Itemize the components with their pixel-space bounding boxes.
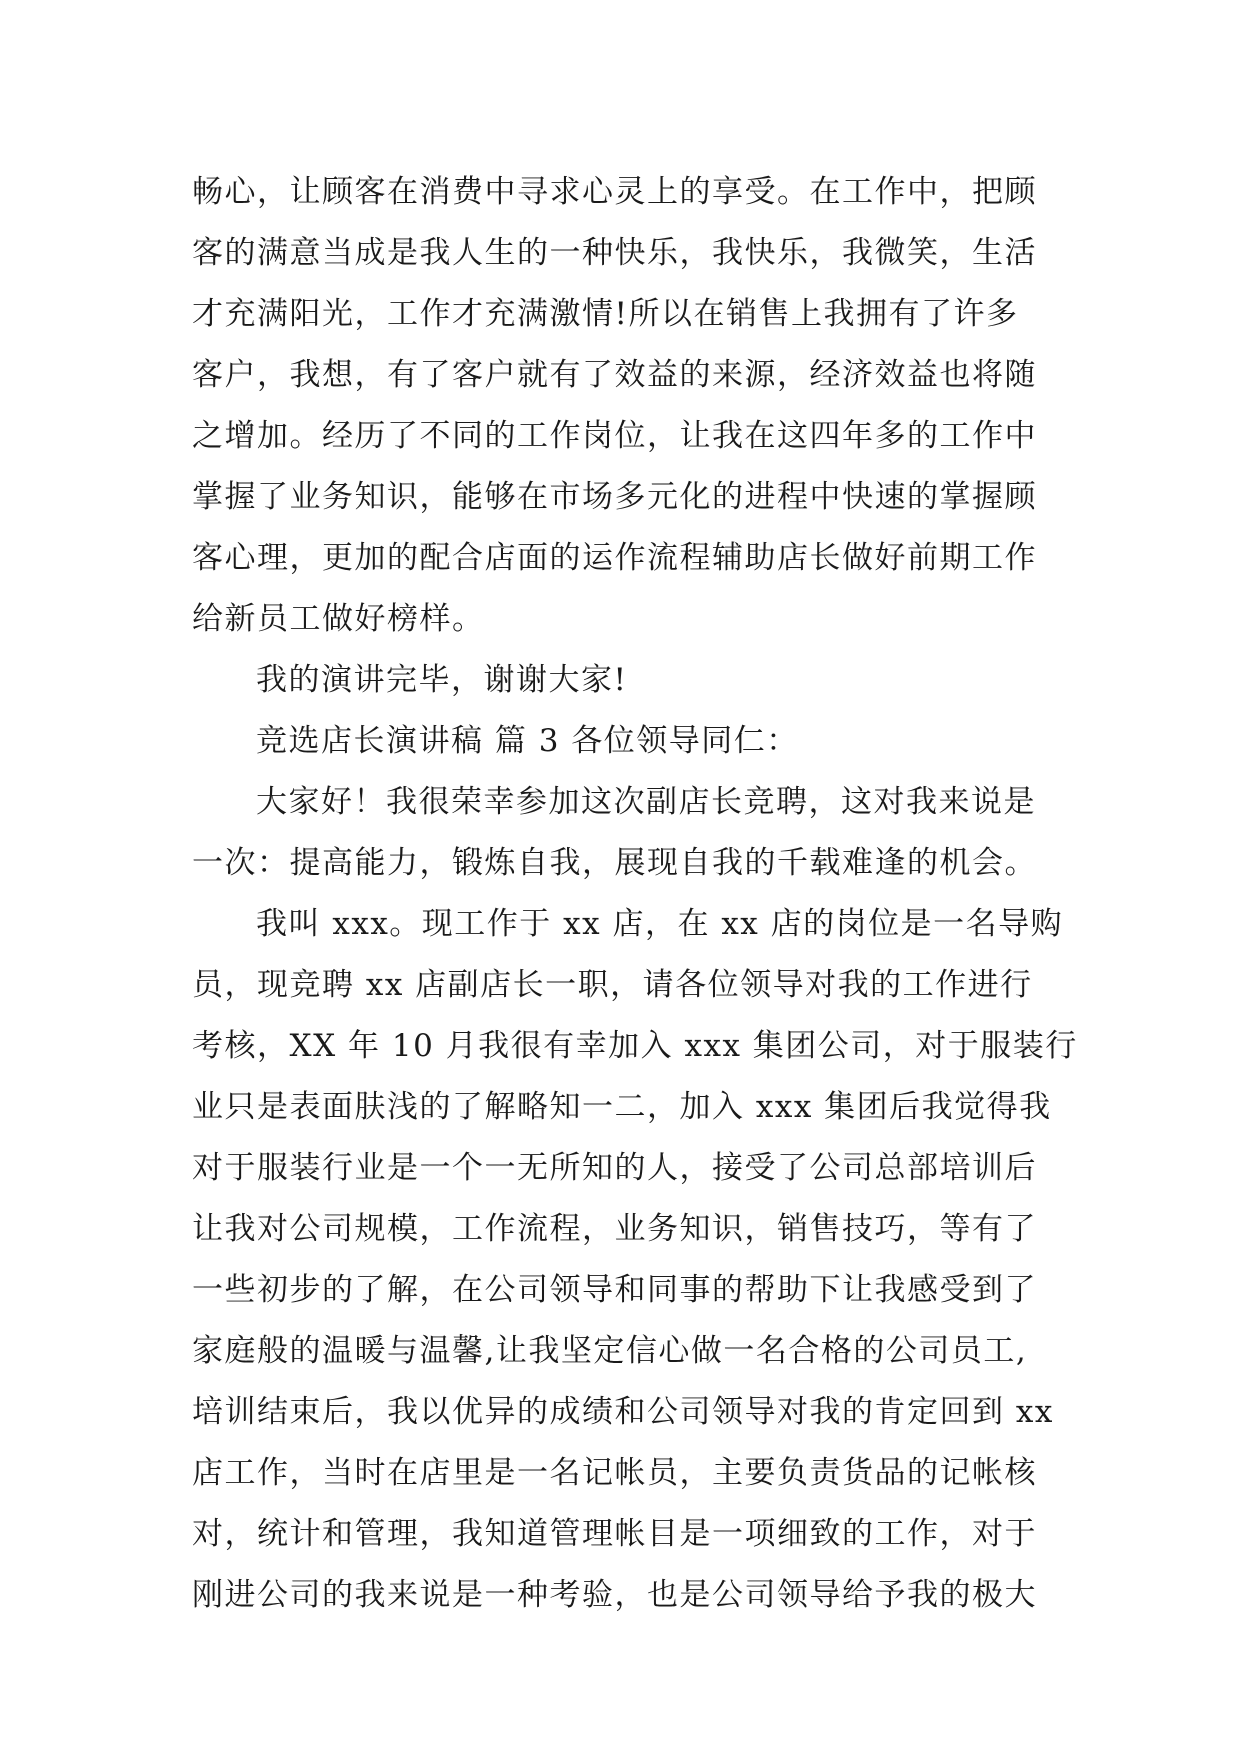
text-line: 客的满意当成是我人生的一种快乐，我快乐，我微笑，生活 <box>192 235 1037 271</box>
section-heading: 竞选店长演讲稿 篇 3 各位领导同仁： <box>256 723 799 759</box>
text-line: 业只是表面肤浅的了解略知一二，加入 xxx 集团后我觉得我 <box>192 1089 1052 1125</box>
text-line: 客心理，更加的配合店面的运作流程辅助店长做好前期工作 <box>192 540 1037 576</box>
text-line: 一些初步的了解，在公司领导和同事的帮助下让我感受到了 <box>192 1272 1037 1308</box>
text-line: 培训结束后，我以优异的成绩和公司领导对我的肯定回到 xx <box>192 1394 1054 1430</box>
text-line: 让我对公司规模，工作流程，业务知识，销售技巧，等有了 <box>192 1211 1037 1247</box>
text-line: 家庭般的温暖与温馨,让我坚定信心做一名合格的公司员工, <box>192 1333 1028 1369</box>
text-line: 客户，我想，有了客户就有了效益的来源，经济效益也将随 <box>192 357 1037 393</box>
text-line: 给新员工做好榜样。 <box>192 601 485 637</box>
text-line: 考核，XX 年 10 月我很有幸加入 xxx 集团公司，对于服装行 <box>192 1028 1078 1064</box>
document-body <box>192 162 1078 1626</box>
text-line: 员，现竞聘 xx 店副店长一职，请各位领导对我的工作进行 <box>192 967 1033 1003</box>
text-line: 才充满阳光，工作才充满激情!所以在销售上我拥有了许多 <box>192 296 1019 332</box>
text-line: 刚进公司的我来说是一种考验，也是公司领导给予我的极大 <box>192 1577 1037 1613</box>
text-line: 店工作，当时在店里是一名记帐员，主要负责货品的记帐核 <box>192 1455 1037 1491</box>
text-line: 我叫 xxx。现工作于 xx 店，在 xx 店的岗位是一名导购 <box>256 906 1064 942</box>
text-line: 掌握了业务知识，能够在市场多元化的进程中快速的掌握顾 <box>192 479 1037 515</box>
text-line: 之增加。经历了不同的工作岗位，让我在这四年多的工作中 <box>192 418 1037 454</box>
text-line: 大家好！我很荣幸参加这次副店长竞聘，这对我来说是 <box>256 784 1036 820</box>
text-line: 一次：提高能力，锻炼自我，展现自我的千载难逢的机会。 <box>192 845 1037 881</box>
closing-line: 我的演讲完毕，谢谢大家! <box>256 662 628 698</box>
text-line: 对，统计和管理，我知道管理帐目是一项细致的工作，对于 <box>192 1516 1037 1552</box>
text-line: 畅心，让顾客在消费中寻求心灵上的享受。在工作中，把顾 <box>192 174 1037 210</box>
text-line: 对于服装行业是一个一无所知的人，接受了公司总部培训后 <box>192 1150 1037 1186</box>
